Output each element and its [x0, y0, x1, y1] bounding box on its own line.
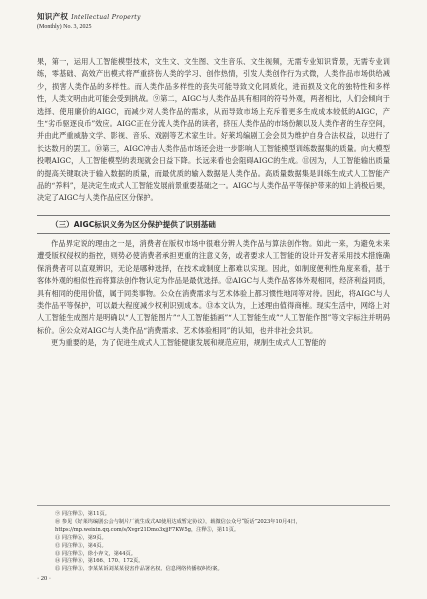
- footnote: ⑫ 同注释③，第4页。: [55, 542, 107, 549]
- journal-title: [37, 11, 141, 22]
- body-paragraph-2: 作品界定说的理由之一是，消费者在版权市场中很难分辨人类作品与算法创作物。如此一来，为避免未来遭受版权侵权的指控，则势必使消费者承担更重的注意义务，或者要求人工智能的设计开发者采用技术措施确保消费者可以直观辨识，无论是哪种选择，在技术或制度上都难以实现。因此，如制度便利性角度来看，基于客体外观的相似性而将算法创作物认定为作品是最优选择。⑫AIGC与人类作品客体外观相同，经济利益同质，具有相同的使用价值，属于同类事物。公众在消费需求与艺术体验上都习惯性地同等对待。因此，将AIGC与人类作品平等保护，可以最大程度减少权利识别成本。⑬本文认为，上述理由值得商榷。现实生活中，网络上对人工智能生成图片是明确以“人工智能图片”“人工智能插画”“人工智能生成”“人工智能作图”等文字标注并明码标价。⑭公众对AIGC与人类作品“消费需求、艺术体验相同”的认知，也并非社会共识。: [37, 238, 390, 335]
- footnote: ⑪ 同注释⑥，第9页。: [55, 534, 107, 541]
- section-heading: （三）AIGC标识义务为区分保护提供了识别基础: [37, 215, 390, 234]
- issue-number: (Monthly) No. 3, 2025: [37, 24, 92, 30]
- body-paragraph-1: 果，第一，运用人工智能模型技术，文生文、文生图、文生音乐、文生视频，无需专业知识背景，无需专业训练，零基础、高效产出模式将严重挤伤人类的学习、创作热情，引发人类创作行为式微，人类作品市场供给减少，损害人类作品的多样性。而人类作品多样性的丧失可能导致文化同质化，进而损及文化的独特性和多样性，人类文明由此可能会受到挑战。⑨第二，AIGC与人类作品具有相同的符号外观，两者相比，人们会倾向于选择、使用廉价的AIGC，而减少对人类作品的需求，从而导致市场上充斥着更多生成成本较低的AIGC，产生“劣币驱逐良币”效应。AIGC正在分流人类作品的读者，挤压人类作品的市场份额以及人类作者的生存空间，并由此严重威胁文学、影视、音乐、戏剧等艺术家生计。好莱坞编剧工会会员为维护自身合法权益，以进行了长达数月的罢工。⑩第三，AIGC冲击人类作品市场还会进一步影响人工智能模型训练数据集的质量。向大模型投喂AIGC，人工智能模型的表现就会日益下降。长远来看也会阻碍AIGC的生成。⑪因为，人工智能输出质量的提高关键取决于输入数据的质量，而最优质的输入数据是人类作品。高质量数据集是训练生成式人工智能产品的“养料”，是决定生成式人工智能发展前景重要基础之一。AIGC与人类作品平等保护带来的如上消极后果，决定了AIGC与人类作品应区分保护。: [37, 57, 390, 203]
- journal-header: [37, 11, 141, 30]
- page-number: · 20 ·: [37, 575, 52, 582]
- footnote: ⑭ 同注释⑧，第166、170、172页。: [55, 558, 144, 565]
- footnote: ⑩ 参见《好莱坞编剧公会与制片厂就生成式AI使用达成暂定协议》，载微信公众号“版话”2023年10月4日，https://mp.weixin.qq.com/s/Xvgr21Dmo3xjjF7KW5g，注释⑤，第11页。: [55, 518, 301, 533]
- footnote: ⑬ 同注释⑤，徐小奔文，第44页。: [55, 550, 136, 557]
- article-body: [37, 56, 390, 350]
- footnote: ⑮ 同注释③，李某某诉刘某某侵害作品署名权、信息网络传播权纠纷案。: [55, 566, 223, 573]
- journal-title-cn: 知识产权: [37, 12, 69, 21]
- footnotes: [37, 505, 390, 574]
- body-paragraph-3: 更为重要的是，为了促进生成式人工智能健康发展和规范应用，规制生成式人工智能的: [51, 338, 327, 348]
- journal-title-en: Intellectual Property: [71, 14, 141, 21]
- footnote: ⑨ 同注释⑤，第11页。: [55, 511, 110, 517]
